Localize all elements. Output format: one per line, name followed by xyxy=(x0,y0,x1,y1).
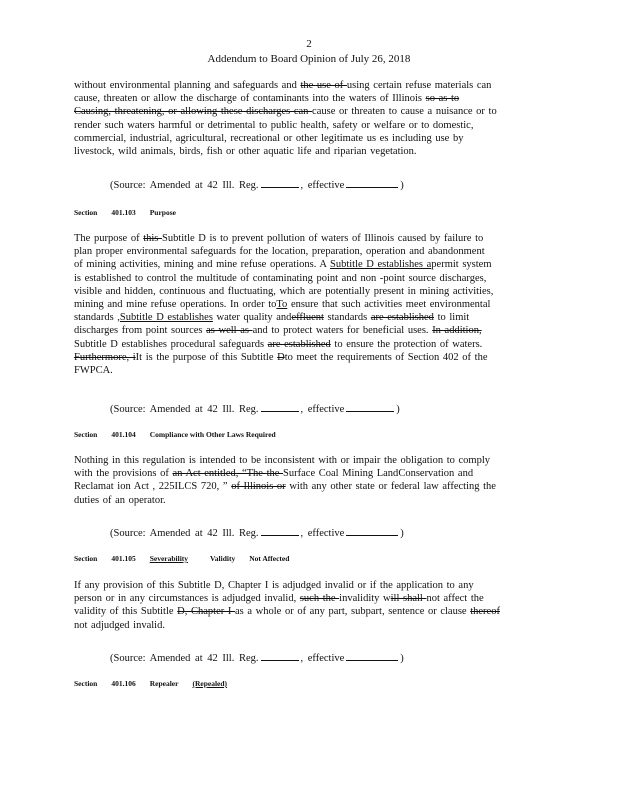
paragraph-compliance: Nothing in this regulation is intended to be inconsistent with or impair the obligation to comply with the provisions of an Act entitled, “The the Surface Coal Mining LandConservation and Reclamat ion Act , 225ILCS 720, ” of Illinois or with any other state or federal law affecting the duties of an operator. xyxy=(74,455,496,506)
source-note: (Source: Amended at 42 Ill. Reg. , effective ) xyxy=(110,177,404,191)
section-heading: Section 401.106 Repealer (Repealed) xyxy=(74,679,228,688)
source-note: (Source: Amended at 42 Ill. Reg. , effective ) xyxy=(110,401,400,415)
section-heading: Section 401.105 Severability Validity Not Affected xyxy=(74,554,290,563)
paragraph-purpose: The purpose of this Subtitle D is to prevent pollution of waters of Illinois caused by failure to plan proper environmental safeguards for the location, preparation, operation and abandonment of mining activities, mining and mine refuse operations. A Subtitle D establishes apermit system is established to control the multitude of contaminating point and non -point source discharges, visible and hidden, continuous and fluctuating, which are potentially present in mining activities, mining and mine refuse operations. In order toTo ensure that such activities meet environmental standards ,Subtitle D establishes water quality andeffluent standards are established to limit discharges from point sources as well as and to protect waters for beneficial uses. In addition, Subtitle D establishes procedural safeguards are established to ensure the protection of waters. Furthermore, iIt is the purpose of this Subtitle Dto meet the requirements of Section 402 of the FWPCA. xyxy=(74,233,494,377)
source-note: (Source: Amended at 42 Ill. Reg. , effective ) xyxy=(110,650,404,664)
page-number: 2 xyxy=(306,38,312,50)
paragraph-environmental: without environmental planning and safeguards and the use of using certain refuse materials can cause, threaten or allow the discharge of contaminants into the waters of Illinois so as to Causing, threatening, or allowing these discharges can cause or threaten to cause a nuisance or to render such waters harmful or detrimental to public health, safety or welfare or to domestic, commercial, industrial, agricultural, recreational or other legitimate us es including use by livestock, wild animals, birds, fish or other aquatic life and riparian vegetation. xyxy=(74,80,497,158)
section-heading: Section 401.103 Purpose xyxy=(74,208,176,217)
source-note: (Source: Amended at 42 Ill. Reg. , effective ) xyxy=(110,525,404,539)
section-heading: Section 401.104 Compliance with Other Laws Required xyxy=(74,430,276,439)
paragraph-severability: If any provision of this Subtitle D, Chapter I is adjudged invalid or if the application to any person or in any circumstances is adjudged invalid, such the invalidity will shall not affect the validity of this Subtitle D, Chapter I as a whole or of any part, subpart, sentence or clause thereof not adjudged invalid. xyxy=(74,580,500,631)
page-title: Addendum to Board Opinion of July 26, 2018 xyxy=(207,53,411,65)
